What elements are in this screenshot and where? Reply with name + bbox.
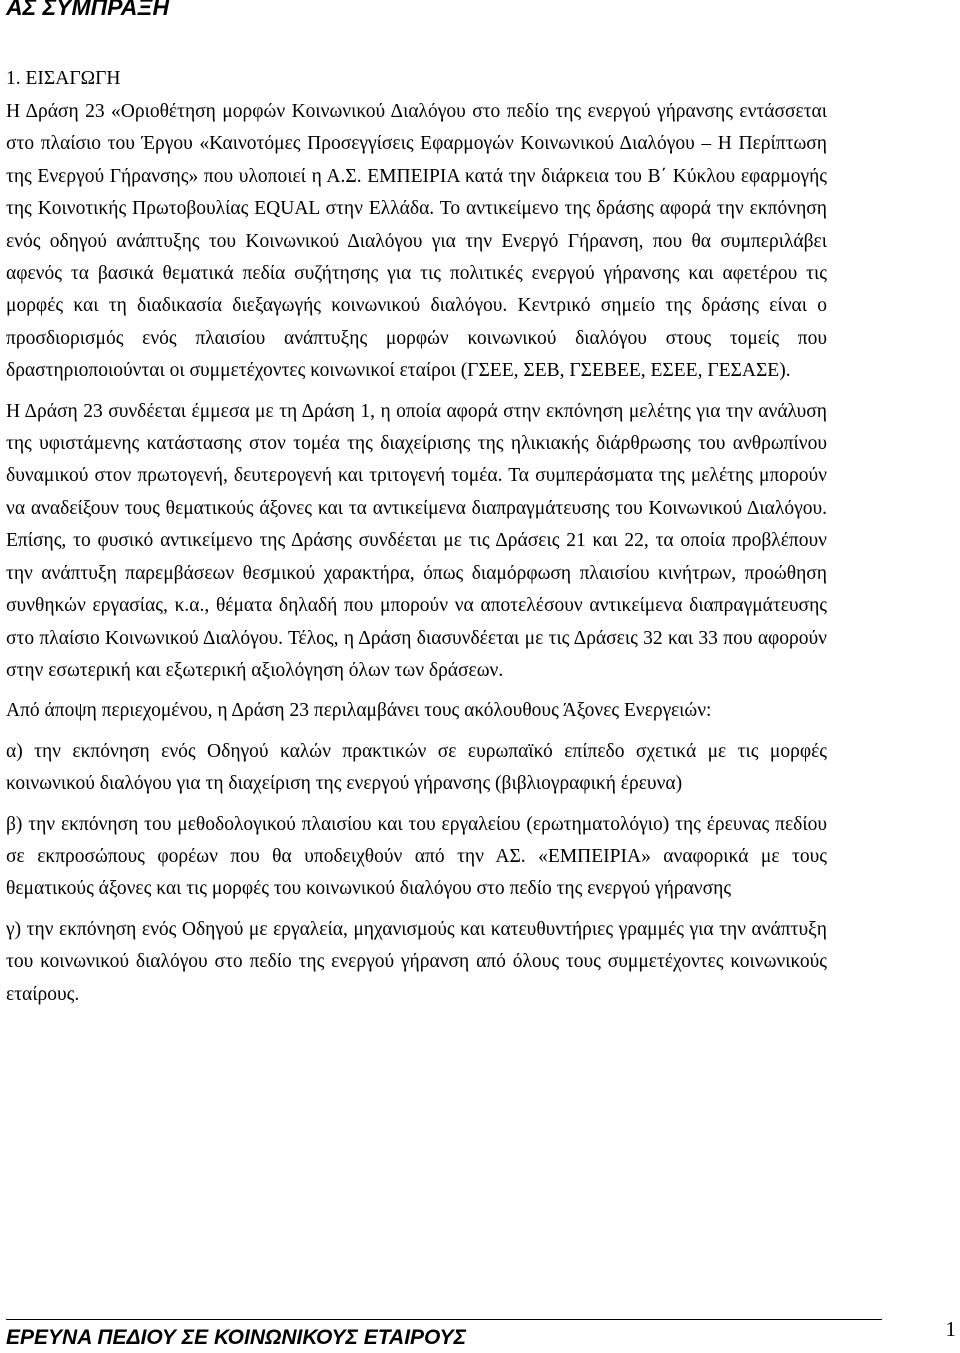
paragraph-intro: Η Δράση 23 «Οριοθέτηση μορφών Κοινωνικού Διαλόγου στο πεδίο της ενεργού γήρανσης εντάσσεται στο πλαίσιο του Έργου «Καινοτόμες Προσεγγίσεις Εφαρμογών Κοινωνικού Διαλόγου – Η Περίπτωση της Ενεργού Γήρανσης» που υλοποιεί η Α.Σ. ΕΜΠΕΙΡΙΑ κατά την διάρκεια του Β΄ Κύκλου εφαρμογής της Κοινοτικής Πρωτοβουλίας EQUAL στην Ελλάδα. Το αντικείμενο της δράσης αφορά την εκπόνηση ενός οδηγού ανάπτυξης του Κοινωνικού Διαλόγου για την Ενεργό Γήρανση, που θα συμπεριλάβει αφενός τα βασικά θεματικά πεδία συζήτησης για τις πολιτικές ενεργού γήρανσης και αφετέρου τις μορφές και τη διαδικασία διεξαγωγής κοινωνικού διαλόγου. Κεντρικό σημείο της δράσης είναι ο προσδιορισμός ενός πλαισίου ανάπτυξης μορφών κοινωνικού διαλόγου στους τομείς που δραστηριοποιούνται οι συμμετέχοντες κοινωνικοί εταίροι (ΓΣΕΕ, ΣΕΒ, ΓΣΕΒΕΕ, ΕΣΕΕ, ΓΕΣΑΣΕ). bbox=[6, 101, 827, 382]
section-title: 1. ΕΙΣΑΓΩΓΗ bbox=[6, 68, 121, 89]
paragraph-item-c: γ) την εκπόνηση ενός Οδηγού με εργαλεία, μηχανισμούς και κατευθυντήριες γραμμές για την ανάπτυξη του κοινωνικού διαλόγου στο πεδίο της ενεργού γήρανση από όλους τους συμμετέχοντες κοινωνικούς εταίρους. bbox=[6, 918, 827, 1005]
paragraph-item-b: β) την εκπόνηση του μεθοδολογικού πλαισίου και του εργαλείου (ερωτηματολόγιο) της έρευνας πεδίου σε εκπροσώπους φορέων που θα υποδειχθούν από την ΑΣ. «ΕΜΠΕΙΡΙΑ» αναφορικά με τους θεματικούς άξονες και τις μορφές του κοινωνικού διαλόγου στο πεδίο της ενεργού γήρανσης bbox=[6, 813, 827, 900]
document-body bbox=[6, 62, 827, 1019]
footer-title: ΕΡΕΥΝΑ ΠΕΔΙΟΥ ΣΕ ΚΟΙΝΩΝΙΚΟΥΣ ΕΤΑΙΡΟΥΣ bbox=[6, 1326, 466, 1349]
page-number: 1 bbox=[945, 1317, 956, 1341]
paragraph-item-a: α) την εκπόνηση ενός Οδηγού καλών πρακτικών σε ευρωπαϊκό επίπεδο σχετικά με τις μορφές κοινωνικού διαλόγου για τη διαχείριση της ενεργού γήρανσης (βιβλιογραφική έρευνα) bbox=[6, 740, 827, 795]
paragraph-axes-intro: Από άποψη περιεχομένου, η Δράση 23 περιλαμβάνει τους ακόλουθους Άξονες Ενεργειών: bbox=[6, 700, 712, 722]
footer-divider bbox=[6, 1319, 882, 1320]
running-header: ΑΣ ΣΥΜΠΡΑΞΗ bbox=[6, 0, 170, 20]
page-footer bbox=[6, 1313, 956, 1353]
paragraph-links: Η Δράση 23 συνδέεται έμμεσα με τη Δράση 1, η οποία αφορά στην εκπόνηση μελέτης για την ανάλυση της υφιστάμενης κατάστασης στον τομέα της διαχείρισης της ηλικιακής διάρθρωσης του ανθρωπίνου δυναμικού στον πρωτογενή, δευτερογενή και τριτογενή τομέα. Τα συμπεράσματα της μελέτης μπορούν να αναδείξουν τους θεματικούς άξονες και τα αντικείμενα διαπραγμάτευσης του Κοινωνικού Διαλόγου. Επίσης, το φυσικό αντικείμενο της Δράσης συνδέεται με τις Δράσεις 21 και 22, τα οποία προβλέπουν την ανάπτυξη παρεμβάσεων θεσμικού χαρακτήρα, όπως διαμόρφωση πλαισίου κινήτρων, προώθηση συνθηκών εργασίας, κ.α., θέματα δηλαδή που μπορούν να αποτελέσουν αντικείμενα διαπραγμάτευσης στο πλαίσιο Κοινωνικού Διαλόγου. Τέλος, η Δράση διασυνδέεται με τις Δράσεις 32 και 33 που αφορούν στην εσωτερική και εξωτερική αξιολόγηση όλων των δράσεων. bbox=[6, 400, 827, 681]
